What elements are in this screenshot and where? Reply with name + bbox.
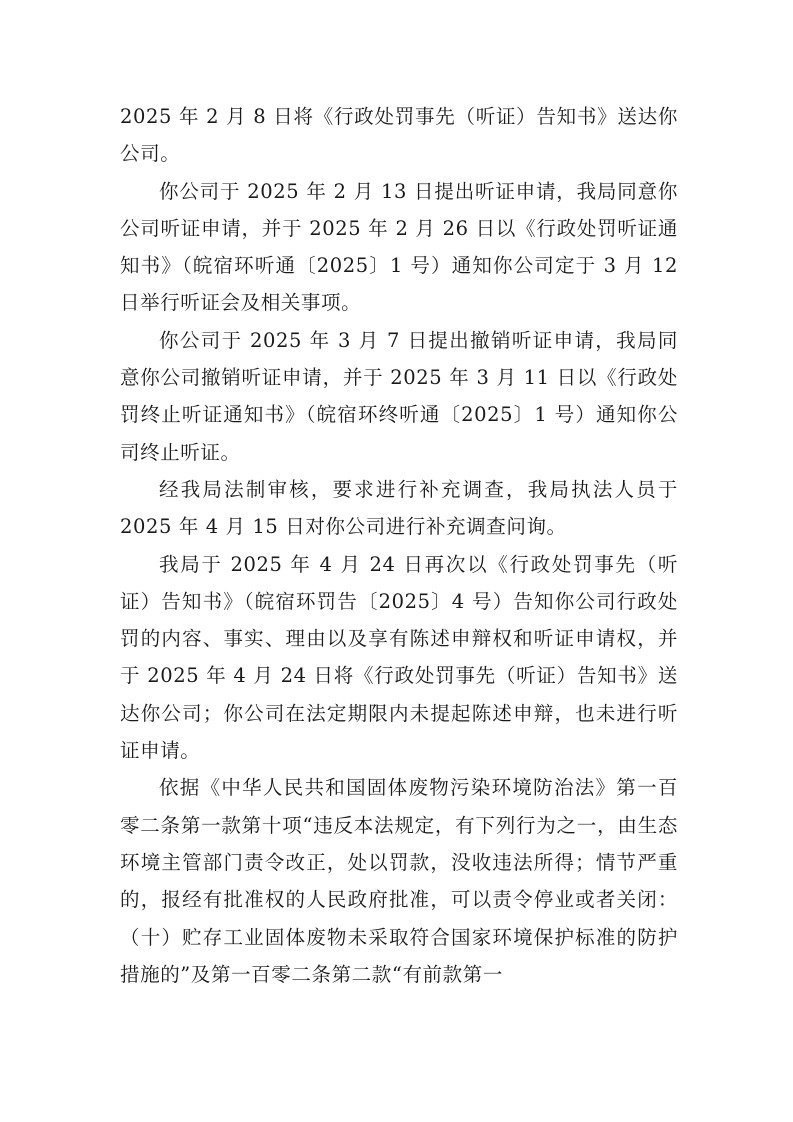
document-body	[120, 98, 678, 993]
paragraph-delivery-notice: 2025 年 2 月 8 日将《行政处罚事先（听证）告知书》送达你公司。	[120, 105, 678, 166]
paragraph-hearing-withdrawal: 你公司于 2025 年 3 月 7 日提出撤销听证申请，我局同意你公司撤销听证申请，并于 2025 年 3 月 11 日以《行政处罚终止听证通知书》（皖宿环终听通〔2025〕1 号）通知你公司终止听证。	[120, 328, 678, 464]
paragraph-supplementary-investigation: 经我局法制审核，要求进行补充调查，我局执法人员于 2025 年 4 月 15 日对你公司进行补充调查问询。	[120, 477, 678, 539]
paragraph-second-notice: 我局于 2025 年 4 月 24 日再次以《行政处罚事先（听证）告知书》（皖宿环罚告〔2025〕4 号）告知你公司行政处罚的内容、事实、理由以及享有陈述申辩权和听证申请权，并于 2025 年 4 月 24 日将《行政处罚事先（听证）告知书》送达你公司；你公司在法定期限内未提起陈述申辩，也未进行听证申请。	[120, 552, 678, 763]
paragraph-hearing-application: 你公司于 2025 年 2 月 13 日提出听证申请，我局同意你公司听证申请，并于 2025 年 2 月 26 日以《行政处罚听证通知书》（皖宿环听通〔2025〕1 号）通知你公司定于 3 月 12 日举行听证会及相关事项。	[120, 179, 678, 315]
paragraph-legal-basis: 依据《中华人民共和国固体废物污染环境防治法》第一百零二条第一款第十项“违反本法规定，有下列行为之一，由生态环境主管部门责令改正，处以罚款，没收违法所得；情节严重的，报经有批准权的人民政府批准，可以责令停业或者关闭：（十）贮存工业固体废物未采取符合国家环境保护标准的防护措施的”及第一百零二条第二款“有前款第一	[120, 776, 678, 986]
